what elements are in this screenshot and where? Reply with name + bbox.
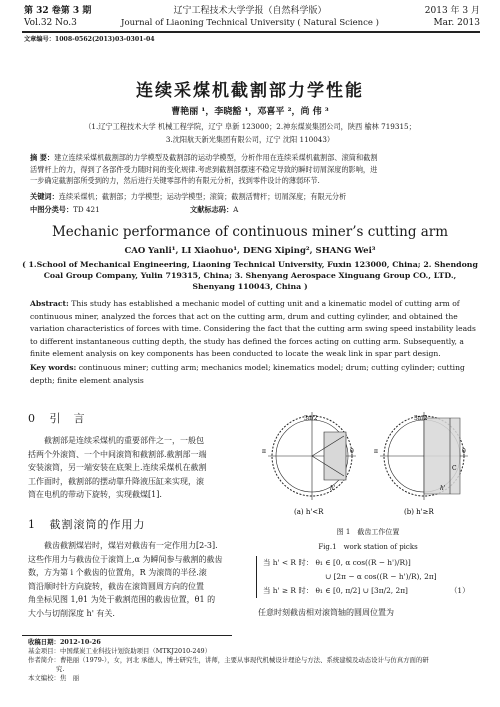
authors-cn: 曹艳丽 ¹，李晓豁 ¹，邓喜平 ²，尚 伟 ³ <box>171 107 329 117</box>
label-h-b: h' <box>440 485 446 492</box>
document-code <box>190 204 238 216</box>
abstract-en-line-5: finite element analysis on key components has been conducted to locate the weak link in spar part design. <box>30 349 441 358</box>
footnote-rule <box>22 635 232 636</box>
doc-code-value: A <box>233 205 239 214</box>
affiliation-en-line-1: ( 1.School of Mechanical Engineering, Liaoning Technical University, Fuxin 123000, China; 2. Shendong <box>22 260 478 269</box>
journal-name-en: Journal of Liaoning Technical University ( Natural Science ) <box>121 18 379 28</box>
affiliation-en-line-3: Shenyang 110043, China ) <box>192 282 308 291</box>
intro-line-1: 截割部是连续采煤机的重要部件之一，一般包 <box>44 436 204 445</box>
date-en: Mar. 2013 <box>433 18 480 28</box>
section-0-title: 引 言 <box>49 412 86 425</box>
title-en: Mechanic performance of continuous miner’s cutting arm <box>51 224 449 240</box>
abstract-en-line-1: This study has established a mechanic model of cutting unit and a kinematic model of cutting arm of <box>68 299 460 308</box>
intro-line-4: 工作面时，截割部的摆动靠升降液压缸来实现，滚 <box>28 476 204 486</box>
footnotes <box>28 638 478 683</box>
equation-line-3: 当 h' ≥ R 时： θ₁ ∈ [0, π/2] ∪ [3π/2, 2π] <box>263 586 408 595</box>
sec1-line-4: 筒沿顺时针方向旋转，截齿在滚筒圆周方向的位置 <box>28 581 204 591</box>
label-0-b: 0 <box>462 448 466 455</box>
coal-region-b <box>424 418 460 494</box>
intro-line-2: 括两个外滚筒、一个中间滚筒和截割部.截割部一端 <box>28 449 207 459</box>
equation-line-2: ∪ [2π − α cos((R − h')/R), 2π] <box>325 572 437 581</box>
keywords-en-line-2: depth; finite element analysis <box>30 375 144 385</box>
label-0-a: 0 <box>350 448 354 455</box>
figure-1 <box>254 406 482 524</box>
section-0-heading <box>28 410 86 426</box>
abstract-en-line-3: variation characteristics of forces with time. Considering the fact that the cutting arm swing speed instability leads <box>30 324 476 333</box>
figure-caption-cn: 图 1 截齿工作位置 <box>336 528 400 536</box>
abstract-cn-line-1: 建立连续采煤机截割部的力学模型及截割部的运动学模型，分析作用在连续采煤机截割部、滚筒和截割 <box>54 153 378 162</box>
clc-number <box>30 204 100 216</box>
abstract-en <box>30 298 480 361</box>
clc-label: 中图分类号： <box>30 205 74 214</box>
footnote-fund: 基金项目：中国煤炭工业科技计划资助项目（MTKJ2010-249） <box>28 647 211 655</box>
affiliation-en <box>20 259 480 292</box>
sec1-line-1: 截齿截割煤岩时，煤岩对截齿有一定作用力[2-3]. <box>44 541 218 550</box>
equation-number: （1） <box>450 586 470 595</box>
footnote-editor: 本文编校：焦 丽 <box>28 674 80 682</box>
abstract-cn-line-3: 一步确定截割部所受到的力，然后进行关键零部件的有限元分析，找到零件设计的薄弱环节. <box>30 176 320 185</box>
label-pi-b: π <box>374 448 378 455</box>
authors-en: CAO Yanli¹, LI Xiaohuo¹, DENG Xiping², SHANG Wei³ <box>124 246 376 256</box>
affiliation-en-line-2: Coal Group Company, Yulin 719315, China; 3. Shenyang Aerospace Xinguang Group CO., LTD., <box>43 271 457 280</box>
affiliation-cn-2: 3.沈阳航天新光集团有限公司，辽宁 沈阳 110043） <box>165 135 335 144</box>
figure-caption-en: Fig.1 work station of picks <box>318 543 418 551</box>
doc-code-label: 文献标志码： <box>190 205 234 214</box>
label-h-a: h' <box>330 485 336 492</box>
label-3pi2-b: 3π/2 <box>414 415 428 422</box>
keywords-en-line-1: continuous miner; cutting arm; mechanics model; kinematics model; drum; cutting cylinder; cutting <box>76 363 465 372</box>
section-0-number: 0 <box>28 412 36 425</box>
section-1-paragraph <box>28 539 240 621</box>
footnote-author: 作者简介：曹艳丽（1979-），女，河北 承德人，博士研究生，讲师，主要从事现代机械设计理论与方法、系统建模及动态设计与仿真方面的研 <box>28 656 429 664</box>
coal-region-a <box>324 432 346 480</box>
intro-line-3: 安装滚筒，另一端安装在底架上.连续采煤机在截割 <box>28 463 207 473</box>
journal-name-cn: 辽宁工程技术大学学报（自然科学版） <box>173 6 327 16</box>
figure-label-a: (a) h'<R <box>294 508 324 516</box>
sec1-line-2: 这些作用力与截齿位于滚筒上,α 为瞬间参与截割的截齿 <box>28 554 223 564</box>
intro-line-5: 筒在电机的带动下旋转，实现截煤[1]. <box>28 490 162 500</box>
footnote-author-2: 究. <box>56 665 65 673</box>
sec1-line-3: 数，方为第 i 个截齿的位置角，R 为滚筒的半径.滚 <box>28 568 207 578</box>
equation-note: 任意时刻截齿相对滚筒轴的圆周位置为 <box>258 608 394 617</box>
header-rule <box>22 31 480 33</box>
figure-1b-diagram <box>374 412 468 516</box>
section-1-title: 截割滚筒的作用力 <box>49 518 146 531</box>
volume-cn: 第 32 卷第 3 期 <box>24 6 92 16</box>
keywords-cn <box>30 191 480 203</box>
keywords-en <box>30 362 480 387</box>
keywords-cn-label: 关键词： <box>30 192 59 201</box>
figure-label-b: (b) h'≥R <box>404 508 434 516</box>
intro-paragraph <box>28 434 240 502</box>
abstract-en-line-2: continuous miner, analyzed the forces that act on the cutting arm, drum and cutting cylinder, and obtained the <box>30 311 458 321</box>
label-pi-a: π <box>262 448 266 455</box>
keywords-cn-text: 连续采煤机；截割部；力学模型；运动学模型；滚筒；截割活臂杆；切屑深度；有限元分析 <box>58 192 347 201</box>
equation-line-1: 当 h' < R 时： θ₁ ∈ [0, α cos((R − h')/R)] <box>263 558 411 567</box>
abstract-cn-label: 摘 要： <box>30 153 55 162</box>
footnote-received: 收稿日期：2012-10-26 <box>28 638 101 646</box>
abstract-en-label: Abstract: <box>30 299 69 308</box>
abstract-cn-line-2: 活臂杆上的力，得到了各部件受力随时间的变化规律.考虑到截割部摆速不稳定导致的瞬时切屑深度的影响，进 <box>30 164 378 174</box>
figure-1a-diagram <box>262 412 356 516</box>
sec1-line-5: 角坐标见图 1,θ1 为处于截割范围的截齿位置，θ1 的 <box>28 595 216 605</box>
section-1-heading <box>28 516 146 532</box>
label-3pi2-a: 3π/2 <box>304 415 318 422</box>
article-id: 文章编号：1008-0562(2013)03-0301-04 <box>24 36 155 43</box>
sec1-line-6: 大小与切削深度 h' 有关. <box>28 608 115 618</box>
affiliation-cn-1: （1.辽宁工程技术大学 机械工程学院，辽宁 阜新 123000；2.神东煤炭集团公司，陕西 榆林 719315； <box>84 122 416 131</box>
abstract-en-line-4: to different instantaneous cutting depth, the study has defined the forces acting on cutting arm. Subsequently, a <box>30 336 464 346</box>
abstract-cn <box>30 152 480 187</box>
clc-value: TD 421 <box>73 205 100 214</box>
date-cn: 2013 年 3 月 <box>424 6 480 16</box>
section-1-number: 1 <box>28 518 36 531</box>
title-cn: 连续采煤机截割部力学性能 <box>136 81 364 101</box>
label-C-b: C <box>452 465 457 472</box>
volume-en: Vol.32 No.3 <box>24 18 77 28</box>
keywords-en-label: Key words: <box>30 363 77 372</box>
